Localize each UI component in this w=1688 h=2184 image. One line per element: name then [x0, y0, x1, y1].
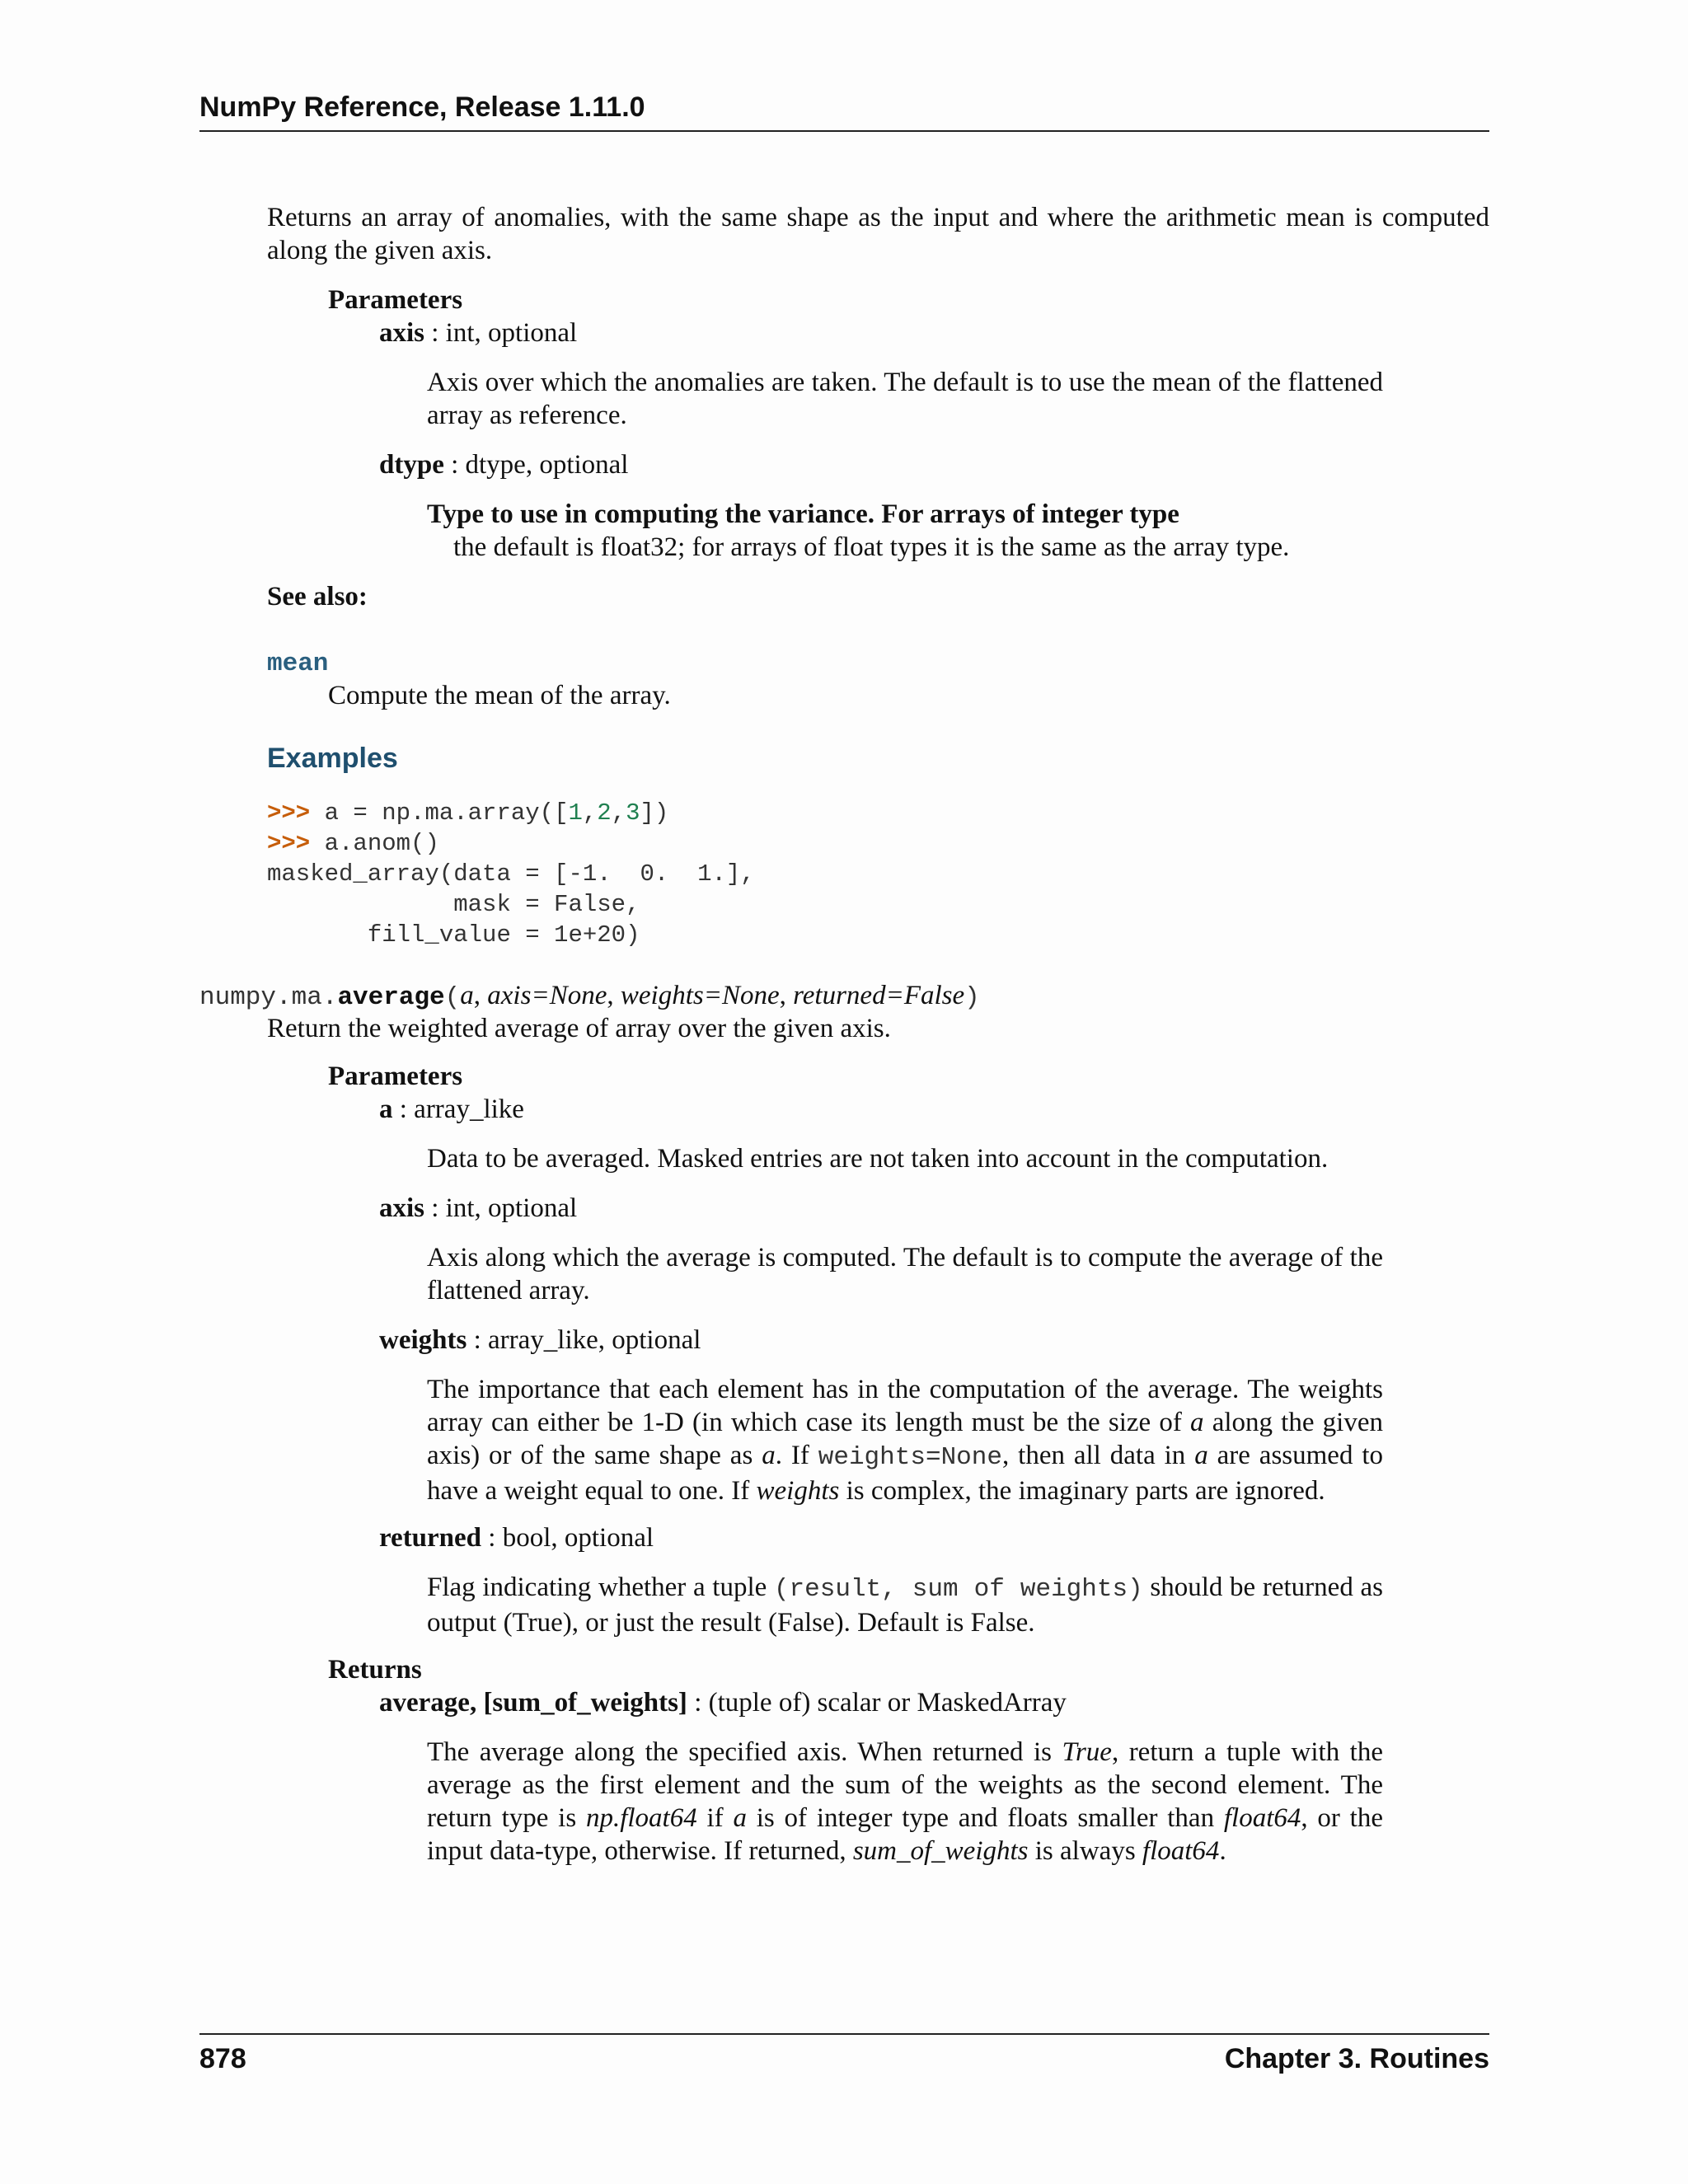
param-name: returned	[379, 1523, 482, 1553]
anom-param-dtype-desc: the default is float32; for arrays of float types it is the same as the array type.	[453, 532, 1290, 562]
code-text: ,	[611, 799, 626, 827]
return-type: : (tuple of) scalar or MaskedArray	[687, 1688, 1067, 1718]
param-name: axis	[379, 318, 425, 348]
param-type: : array_like	[392, 1094, 524, 1124]
code-prompt: >>>	[267, 830, 311, 857]
text: .	[1219, 1836, 1226, 1866]
code-number: 3	[626, 799, 640, 827]
code-prompt: >>>	[267, 799, 311, 827]
param-type: : int, optional	[424, 318, 578, 348]
sig-arg: weights=None	[620, 981, 780, 1010]
sig-sep: ,	[607, 981, 621, 1010]
code-number: 2	[597, 799, 612, 827]
code-line-1	[267, 798, 755, 828]
emph: a	[1190, 1408, 1204, 1437]
text: The average along the specified axis. When returned is	[427, 1737, 1062, 1767]
sig-paren: (	[444, 983, 461, 1012]
text: is complex, the imaginary parts are ignored.	[839, 1476, 1325, 1506]
emph: float64	[1142, 1836, 1220, 1866]
examples-code-block	[267, 798, 755, 950]
sig-arg: a	[460, 981, 474, 1010]
emph: float64	[1223, 1803, 1301, 1833]
param-name: dtype	[379, 450, 444, 480]
return-name: average, [sum_of_weights]	[379, 1688, 687, 1718]
page-header-title: NumPy Reference, Release 1.11.0	[199, 91, 645, 123]
text: is of integer type and floats smaller than	[746, 1803, 1224, 1833]
sig-arg: axis=None	[487, 981, 607, 1010]
anom-param-dtype	[379, 448, 628, 481]
average-param-weights	[379, 1324, 701, 1357]
inline-code: weights=None	[818, 1443, 1002, 1472]
sig-sep: ,	[473, 981, 488, 1010]
anom-parameters-heading: Parameters	[328, 285, 463, 315]
text: The importance that each element has in the computation of the average. The weights array can either be 1-D (in which case its length must be the size of	[427, 1375, 1383, 1437]
text: along the given axis) or of the same shape as	[427, 1408, 1383, 1470]
code-number: 1	[568, 799, 583, 827]
average-param-returned-desc	[427, 1571, 1383, 1639]
code-text: a.anom()	[310, 830, 439, 857]
emph: True	[1062, 1737, 1112, 1767]
average-param-axis-desc: Axis along which the average is computed. The default is to compute the average of the flattened array.	[427, 1243, 1383, 1305]
param-type: : dtype, optional	[443, 450, 629, 480]
examples-heading: Examples	[267, 743, 398, 774]
param-type: : int, optional	[424, 1193, 578, 1223]
average-param-a	[379, 1093, 524, 1126]
text: , or the input data-type, otherwise. If returned,	[427, 1803, 1383, 1866]
see-also-heading: See also:	[267, 582, 368, 612]
emph: a	[762, 1441, 776, 1470]
average-signature	[199, 979, 980, 1015]
code-text: ])	[640, 799, 669, 827]
sig-module: numpy.ma.	[199, 983, 338, 1012]
average-return-desc	[427, 1736, 1383, 1868]
param-type: : array_like, optional	[467, 1325, 701, 1355]
footer-chapter: Chapter 3. Routines	[1224, 2043, 1489, 2074]
sig-arg: returned=False	[793, 981, 965, 1010]
average-param-axis	[379, 1192, 577, 1225]
average-returns-heading: Returns	[328, 1655, 422, 1685]
average-summary: Return the weighted average of array over the given axis.	[267, 1014, 891, 1043]
footer-page-number: 878	[199, 2043, 246, 2074]
code-line-3: masked_array(data = [-1. 0. 1.],	[267, 860, 755, 888]
param-name: axis	[379, 1193, 425, 1223]
average-param-weights-desc	[427, 1373, 1383, 1507]
anom-param-axis-desc: Axis over which the anomalies are taken. The default is to use the mean of the flattened array as reference.	[427, 368, 1383, 430]
footer-rule	[199, 2033, 1489, 2035]
emph: weights	[756, 1476, 840, 1506]
average-parameters-heading: Parameters	[328, 1062, 463, 1091]
code-line-2	[267, 828, 755, 859]
code-line-5: fill_value = 1e+20)	[267, 921, 640, 949]
anom-param-axis	[379, 316, 577, 349]
param-name: a	[379, 1094, 393, 1124]
code-line-4: mask = False,	[267, 891, 640, 918]
code-text: ,	[582, 799, 598, 827]
average-param-a-desc: Data to be averaged. Masked entries are not taken into account in the computation.	[427, 1144, 1329, 1174]
see-also-mean-link[interactable]: mean	[267, 649, 329, 678]
text: if	[696, 1803, 734, 1833]
sig-paren: )	[964, 983, 980, 1012]
average-return-value	[379, 1686, 1067, 1719]
text: , return a tuple with the average as the first element and the sum of the weights as the second element. The return type is	[427, 1737, 1383, 1833]
text: Flag indicating whether a tuple	[427, 1572, 774, 1602]
code-text: a = np.ma.array([	[310, 799, 569, 827]
param-type: : bool, optional	[481, 1523, 654, 1553]
anom-param-dtype-desc-bold: Type to use in computing the variance. For arrays of integer type	[427, 499, 1179, 529]
text: , then all data in	[1002, 1441, 1195, 1470]
anom-intro: Returns an array of anomalies, with the same shape as the input and where the arithmetic mean is computed along the given axis.	[267, 203, 1489, 265]
sig-function-name: average	[337, 983, 445, 1012]
text: are assumed to have a weight equal to one. If	[427, 1441, 1384, 1506]
emph: sum_of_weights	[852, 1836, 1029, 1866]
see-also-mean-desc: Compute the mean of the array.	[328, 681, 671, 710]
average-param-returned	[379, 1521, 654, 1554]
emph: a	[733, 1803, 747, 1833]
text: is always	[1028, 1836, 1142, 1866]
inline-code: (result, sum of weights)	[773, 1575, 1143, 1604]
emph: np.float64	[585, 1803, 697, 1833]
text: should be returned as output (True), or just the result (False). Default is False.	[427, 1572, 1383, 1638]
header-rule	[199, 130, 1489, 132]
emph: a	[1194, 1441, 1208, 1470]
param-name: weights	[379, 1325, 467, 1355]
text: . If	[775, 1441, 818, 1470]
sig-sep: ,	[779, 981, 794, 1010]
